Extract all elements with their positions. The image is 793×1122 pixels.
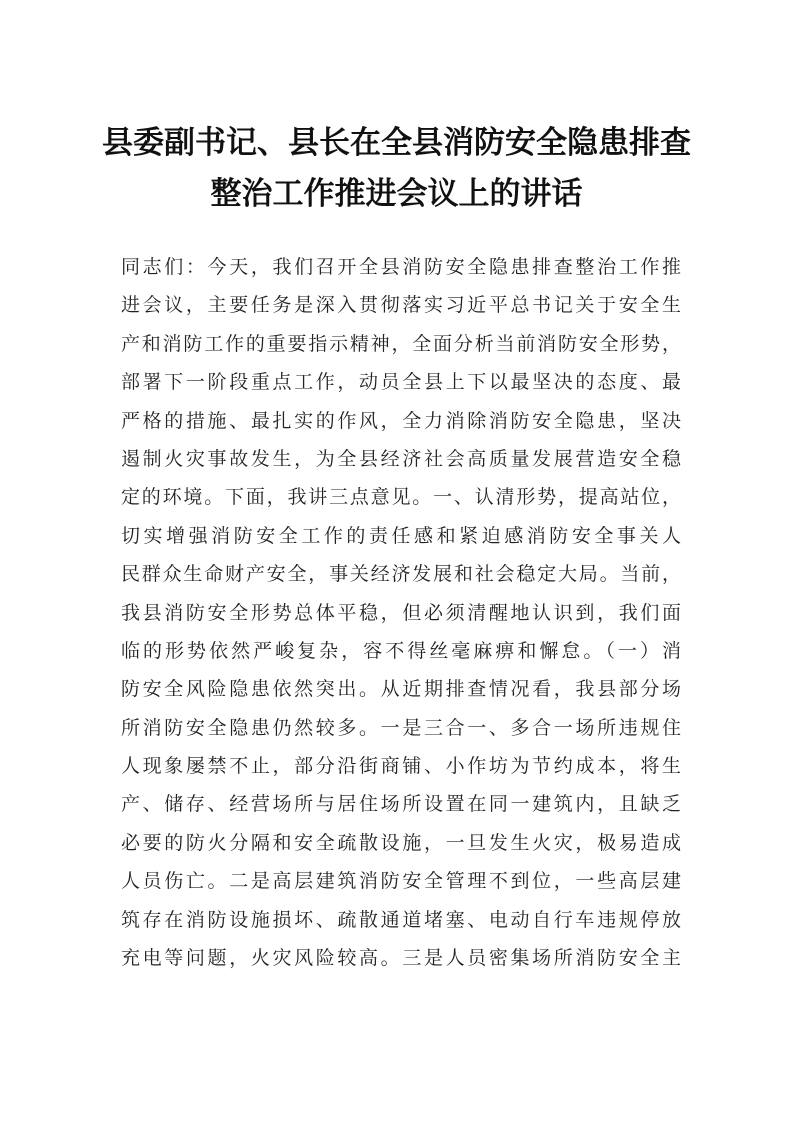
body-line: 定的环境。下面，我讲三点意见。一、认清形势，提高站位， [121, 486, 681, 509]
body-line: 产、储存、经营场所与居住场所设置在同一建筑内，且缺乏 [121, 793, 681, 816]
document-title-line-1: 县委副书记、县长在全县消防安全隐患排查 [102, 125, 691, 161]
body-line: 所消防安全隐患仍然较多。一是三合一、多合一场所违规住 [121, 716, 681, 739]
body-line: 同志们：今天，我们召开全县消防安全隐患排查整治工作推 [121, 256, 681, 278]
speech-body [121, 248, 681, 977]
body-line: 严格的措施、最扎实的作风，全力消除消防安全隐患，坚决 [121, 409, 681, 432]
body-line: 防安全风险隐患依然突出。从近期排查情况看，我县部分场 [121, 678, 681, 701]
body-line: 筑存在消防设施损坏、疏散通道堵塞、电动自行车违规停放 [121, 908, 681, 931]
body-line: 产和消防工作的重要指示精神，全面分析当前消防安全形势， [121, 332, 681, 355]
body-line: 切实增强消防安全工作的责任感和紧迫感消防安全事关人 [121, 524, 681, 547]
body-line: 部署下一阶段重点工作，动员全县上下以最坚决的态度、最 [121, 371, 681, 394]
body-line: 必要的防火分隔和安全疏散设施，一旦发生火灾，极易造成 [121, 831, 681, 854]
body-line: 临的形势依然严峻复杂，容不得丝毫麻痹和懈怠。（一）消 [121, 639, 681, 662]
document-title-line-2: 整治工作推进会议上的讲话 [210, 176, 583, 212]
body-line: 民群众生命财产安全，事关经济发展和社会稳定大局。当前， [121, 563, 681, 586]
body-line: 人现象屡禁不止，部分沿街商铺、小作坊为节约成本，将生 [121, 755, 681, 778]
body-line: 遏制火灾事故发生，为全县经济社会高质量发展营造安全稳 [121, 447, 681, 470]
body-line: 人员伤亡。二是高层建筑消防安全管理不到位，一些高层建 [121, 870, 681, 893]
body-line: 充电等问题，火灾风险较高。三是人员密集场所消防安全主 [121, 947, 681, 970]
body-line: 我县消防安全形势总体平稳，但必须清醒地认识到，我们面 [121, 601, 681, 624]
body-line: 进会议，主要任务是深入贯彻落实习近平总书记关于安全生 [121, 294, 681, 317]
